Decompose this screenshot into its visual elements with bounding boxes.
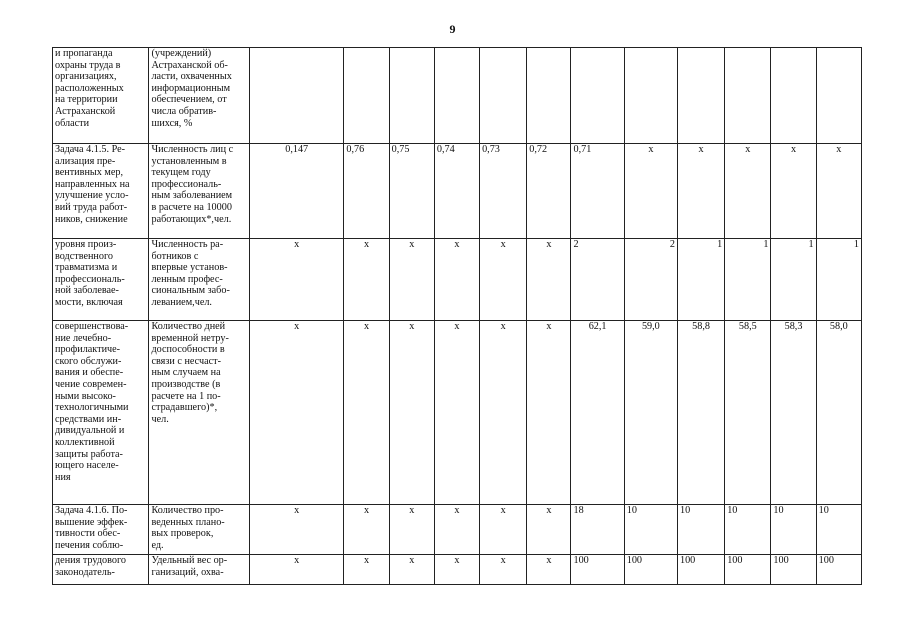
value-cell: x [344, 505, 389, 555]
program-indicators-table [52, 47, 862, 585]
value-cell: 1 [816, 239, 861, 321]
value-cell: x [249, 321, 343, 505]
value-cell: x [389, 505, 434, 555]
value-cell: x [389, 555, 434, 585]
value-cell [677, 48, 724, 144]
value-cell: 100 [725, 555, 771, 585]
value-cell: 10 [624, 505, 677, 555]
value-cell: 100 [624, 555, 677, 585]
value-cell: 10 [725, 505, 771, 555]
value-cell: 0,71 [571, 144, 624, 239]
value-cell: x [434, 505, 479, 555]
value-cell: 0,75 [389, 144, 434, 239]
value-cell: x [434, 239, 479, 321]
value-cell: x [527, 239, 571, 321]
value-cell: 100 [771, 555, 816, 585]
table-row [53, 144, 862, 239]
task-description: Задача 4.1.6. По- вышение эффек- тивности обес- печения соблю- [53, 505, 149, 555]
value-cell: 0,73 [480, 144, 527, 239]
value-cell: x [249, 555, 343, 585]
table-row [53, 321, 862, 505]
value-cell: x [480, 321, 527, 505]
value-cell: x [344, 239, 389, 321]
value-cell [771, 48, 816, 144]
indicator-name: Количество дней временной нетру- доспособности в связи с несчаст- ным случаем на производстве (в расчете на 1 по- страдавшего)*, чел. [149, 321, 249, 505]
value-cell: x [624, 144, 677, 239]
value-cell: 100 [571, 555, 624, 585]
value-cell: 59,0 [624, 321, 677, 505]
indicator-name: Численность ра- ботников с впервые установ- ленным профес- сиональным забо- леванием,чел. [149, 239, 249, 321]
value-cell: 1 [771, 239, 816, 321]
value-cell: 18 [571, 505, 624, 555]
task-description: дения трудового законодатель- [53, 555, 149, 585]
value-cell: 0,147 [249, 144, 343, 239]
value-cell [434, 48, 479, 144]
value-cell [624, 48, 677, 144]
value-cell: x [389, 321, 434, 505]
value-cell: x [344, 321, 389, 505]
table-row [53, 555, 862, 585]
value-cell: x [527, 505, 571, 555]
task-description: и пропаганда охраны труда в организациях, расположенных на территории Астраханской области [53, 48, 149, 144]
value-cell: x [816, 144, 861, 239]
indicator-name: (учреждений) Астраханской об- ласти, охваченных информационным обеспечением, от числа обратив- шихся, % [149, 48, 249, 144]
value-cell: x [344, 555, 389, 585]
value-cell: x [527, 555, 571, 585]
value-cell [725, 48, 771, 144]
value-cell: 0,72 [527, 144, 571, 239]
table-row [53, 505, 862, 555]
value-cell [344, 48, 389, 144]
value-cell: 2 [571, 239, 624, 321]
value-cell [480, 48, 527, 144]
value-cell: 2 [624, 239, 677, 321]
indicator-name: Количество про- веденных плано- вых проверок, ед. [149, 505, 249, 555]
value-cell: 1 [677, 239, 724, 321]
value-cell: x [677, 144, 724, 239]
value-cell: x [771, 144, 816, 239]
value-cell: 10 [677, 505, 724, 555]
value-cell: x [434, 321, 479, 505]
indicator-name: Удельный вес ор- ганизаций, охва- [149, 555, 249, 585]
value-cell: 10 [816, 505, 861, 555]
indicator-name: Численность лиц с установленным в текущем году профессиональ- ным заболеванием в расчете на 10000 работающих*,чел. [149, 144, 249, 239]
value-cell: x [725, 144, 771, 239]
value-cell [389, 48, 434, 144]
value-cell [249, 48, 343, 144]
value-cell [527, 48, 571, 144]
value-cell: x [527, 321, 571, 505]
value-cell: 1 [725, 239, 771, 321]
value-cell: x [434, 555, 479, 585]
value-cell: 100 [677, 555, 724, 585]
value-cell: x [480, 239, 527, 321]
value-cell: 58,3 [771, 321, 816, 505]
task-description: уровня произ- водственного травматизма и профессиональ- ной заболевае- мости, включая [53, 239, 149, 321]
value-cell [571, 48, 624, 144]
task-description: совершенствова- ние лечебно- профилактиче- ского обслужи- вания и обеспе- чение современ- ными высоко- технологичными средствами ин- дивидуальной и коллективной защиты работа- ющего населе- ния [53, 321, 149, 505]
value-cell: 58,0 [816, 321, 861, 505]
value-cell: 58,8 [677, 321, 724, 505]
value-cell: 0,74 [434, 144, 479, 239]
value-cell: x [389, 239, 434, 321]
value-cell: x [480, 505, 527, 555]
value-cell: x [480, 555, 527, 585]
value-cell: 100 [816, 555, 861, 585]
value-cell: 62,1 [571, 321, 624, 505]
value-cell: 10 [771, 505, 816, 555]
table-row [53, 48, 862, 144]
value-cell [816, 48, 861, 144]
value-cell: x [249, 239, 343, 321]
page-number: 9 [449, 22, 456, 36]
table-row [53, 239, 862, 321]
value-cell: 0,76 [344, 144, 389, 239]
value-cell: x [249, 505, 343, 555]
value-cell: 58,5 [725, 321, 771, 505]
task-description: Задача 4.1.5. Ре- ализация пре- вентивных мер, направленных на улучшение усло- вий труда работ- ников, снижение [53, 144, 149, 239]
